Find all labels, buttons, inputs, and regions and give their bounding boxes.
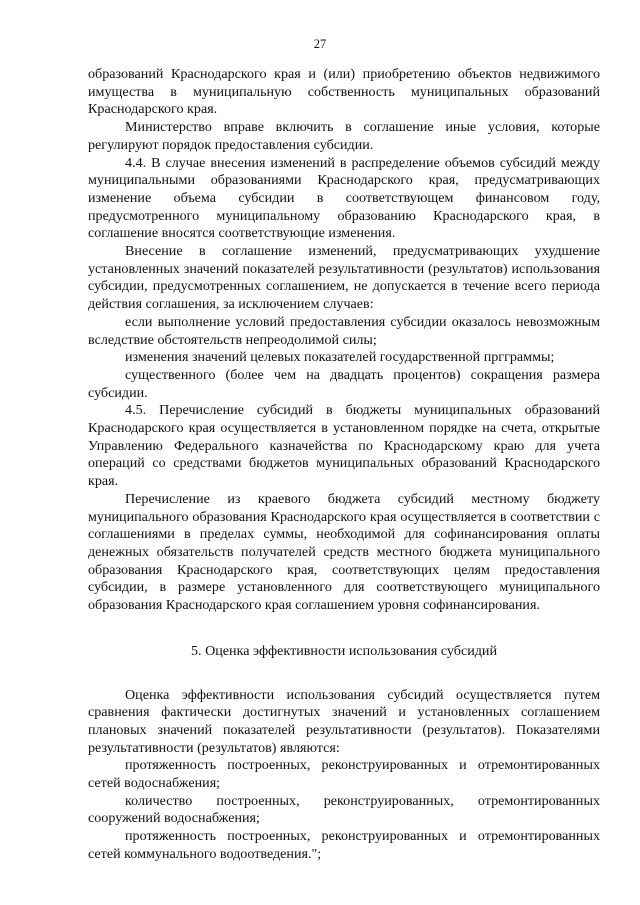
- paragraph-indicator-sewerage-networks: протяженность построенных, реконструированных и отремонтированных сетей коммунального водоотведения.";: [88, 828, 600, 862]
- paragraph-indicator-water-facilities: количество построенных, реконструированных, отремонтированных сооружений водоснабжения;: [88, 792, 600, 827]
- page-number: 27: [313, 37, 327, 51]
- paragraph-target-indicators: изменения значений целевых показателей государственной пргграммы;: [125, 349, 555, 366]
- paragraph-indicator-water-networks: протяженность построенных, реконструированных и отремонтированных сетей водоснабжения;: [88, 757, 600, 792]
- section-heading: 5. Оценка эффективности использования субсидий: [190, 642, 498, 659]
- paragraph-evaluation: Оценка эффективности использования субсидий осуществляется путем сравнения фактически достигнутых значений и установленных соглашением плановых значений показателей результативности (результатов). Показателями результативности (результатов) являются:: [88, 686, 600, 756]
- paragraph-continuation: образований Краснодарского края и (или) приобретению объектов недвижимого имущества в муниципальную собственность муниципальных образований Краснодарского края.: [88, 66, 600, 118]
- paragraph-subsidy-reduction: существенного (более чем на двадцать процентов) сокращения размера субсидии.: [88, 366, 600, 401]
- document-body: [88, 66, 600, 864]
- paragraph-4-4: 4.4. В случае внесения изменений в распределение объемов субсидий между муниципальными образованиями Краснодарского края, предусматривающих изменение объема субсидии в соответствующем финансовом году, предусмотренного муниципальному образованию Краснодарского края, в соглашение вносятся соответствующие изменения.: [88, 154, 600, 242]
- paragraph-transfer: Перечисление из краевого бюджета субсидий местному бюджету муниципального образования Краснодарского края осуществляется в соответствии с соглашениями в пределах суммы, необходимой для софинансирования оплаты денежных обязательств получателей средств местного бюджета муниципального образования Краснодарского края, соответствующих целям предоставления субсидии, в размере установленного для соответствующего муниципального образования Краснодарского края соглашением уровня софинансирования.: [88, 490, 600, 614]
- paragraph-ministry-conditions: Министерство вправе включить в соглашение иные условия, которые регулируют порядок предоставления субсидии.: [88, 119, 600, 153]
- paragraph-force-majeure: если выполнение условий предоставления субсидии оказалось невозможным вследствие обстоятельств непреодолимой силы;: [88, 313, 600, 348]
- paragraph-agreement-changes: Внесение в соглашение изменений, предусматривающих ухудшение установленных значений показателей результативности (результатов) использования субсидии, предусмотренных соглашением, не допускается в течение всего периода действия соглашения, за исключением случаев:: [88, 243, 600, 313]
- paragraph-4-5: 4.5. Перечисление субсидий в бюджеты муниципальных образований Краснодарского края осуществляется в установленном порядке на счета, открытые Управлению Федерального казначейства по Краснодарскому краю для учета операций со средствами бюджетов муниципальных образований Краснодарского края.: [88, 402, 600, 490]
